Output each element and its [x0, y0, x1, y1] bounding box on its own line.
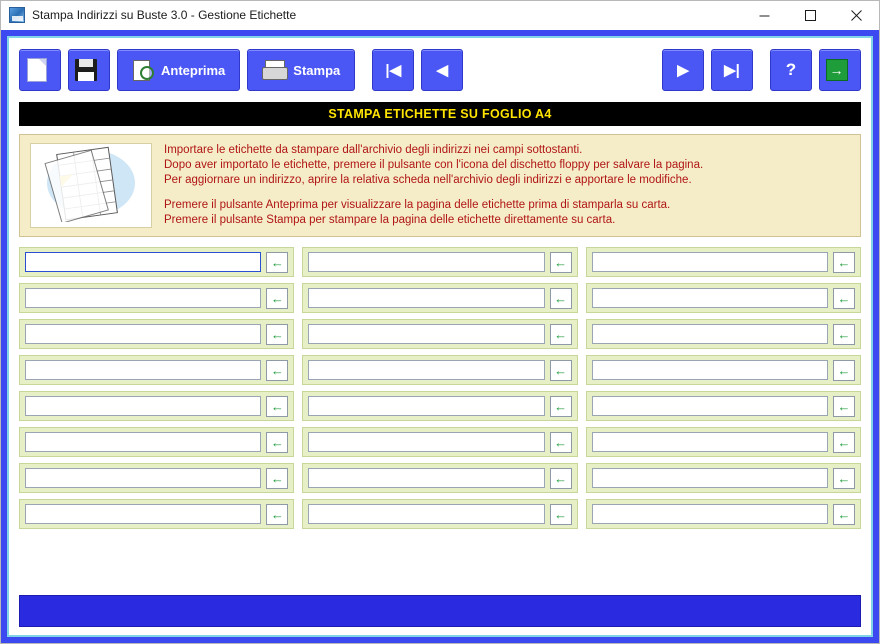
print-button-label: Stampa	[293, 62, 341, 78]
import-arrow-icon[interactable]: ←	[550, 396, 572, 417]
label-input[interactable]	[308, 504, 544, 524]
next-record-button[interactable]	[662, 49, 704, 91]
import-arrow-icon[interactable]: ←	[833, 288, 855, 309]
info-text	[152, 143, 850, 228]
window-controls	[741, 1, 879, 30]
toolbar	[19, 46, 861, 94]
import-arrow-icon[interactable]: ←	[266, 396, 288, 417]
import-arrow-icon[interactable]: ←	[266, 288, 288, 309]
first-record-button[interactable]	[372, 49, 414, 91]
label-input[interactable]	[592, 468, 828, 488]
label-input[interactable]	[308, 468, 544, 488]
label-input[interactable]	[25, 432, 261, 452]
label-input[interactable]	[25, 360, 261, 380]
import-arrow-icon[interactable]: ←	[266, 504, 288, 525]
preview-icon	[132, 59, 154, 81]
floppy-disk-icon	[75, 59, 97, 81]
info-line-2: Dopo aver importato le etichette, premere il pulsante con l'icona del dischetto floppy per salvare la pagina.	[164, 159, 704, 171]
import-arrow-icon[interactable]: ←	[266, 252, 288, 273]
label-cell[interactable]	[302, 391, 577, 421]
label-input[interactable]	[592, 396, 828, 416]
app-content-panel	[7, 36, 873, 637]
labels-row	[19, 427, 861, 457]
label-input[interactable]	[592, 504, 828, 524]
question-mark-icon: ?	[785, 60, 797, 79]
import-arrow-icon[interactable]: ←	[833, 324, 855, 345]
label-cell[interactable]	[19, 319, 294, 349]
info-line-3: Per aggiornare un indirizzo, aprire la relativa scheda nell'archivio degli indirizzi e apportare le modifiche.	[164, 174, 692, 186]
maximize-button[interactable]	[787, 1, 833, 30]
last-record-button[interactable]	[711, 49, 753, 91]
label-cell[interactable]	[586, 283, 861, 313]
page-title: STAMPA ETICHETTE SU FOGLIO A4	[19, 102, 861, 126]
label-input[interactable]	[592, 252, 828, 272]
label-cell[interactable]	[19, 355, 294, 385]
label-cell[interactable]	[586, 355, 861, 385]
next-record-icon: ▶	[677, 61, 689, 79]
label-input[interactable]	[308, 360, 544, 380]
label-cell[interactable]	[302, 247, 577, 277]
label-cell[interactable]	[302, 319, 577, 349]
print-button[interactable]	[247, 49, 355, 91]
label-cell[interactable]	[19, 463, 294, 493]
exit-door-icon	[826, 59, 848, 81]
label-input[interactable]	[308, 324, 544, 344]
label-input[interactable]	[25, 288, 261, 308]
import-arrow-icon[interactable]: ←	[266, 468, 288, 489]
label-cell[interactable]	[19, 427, 294, 457]
import-arrow-icon[interactable]: ←	[833, 252, 855, 273]
label-input[interactable]	[25, 396, 261, 416]
label-input[interactable]	[592, 360, 828, 380]
labels-row	[19, 283, 861, 313]
label-input[interactable]	[308, 396, 544, 416]
label-cell[interactable]	[302, 463, 577, 493]
labels-row	[19, 319, 861, 349]
labels-row	[19, 499, 861, 529]
label-cell[interactable]	[302, 499, 577, 529]
label-cell[interactable]	[586, 427, 861, 457]
label-cell[interactable]	[586, 463, 861, 493]
labels-row	[19, 463, 861, 493]
labels-grid	[19, 247, 861, 591]
labels-row	[19, 391, 861, 421]
label-cell[interactable]	[302, 283, 577, 313]
label-cell[interactable]	[19, 247, 294, 277]
label-input[interactable]	[25, 324, 261, 344]
import-arrow-icon[interactable]: ←	[550, 252, 572, 273]
label-cell[interactable]	[302, 427, 577, 457]
import-arrow-icon[interactable]: ←	[833, 504, 855, 525]
label-input[interactable]	[308, 252, 544, 272]
label-cell[interactable]	[586, 499, 861, 529]
preview-button[interactable]	[117, 49, 240, 91]
import-arrow-icon[interactable]: ←	[833, 360, 855, 381]
label-input[interactable]	[308, 432, 544, 452]
info-line-5: Premere il pulsante Stampa per stampare la pagina delle etichette direttamente su carta.	[164, 214, 616, 226]
app-icon	[9, 7, 25, 23]
label-input[interactable]	[592, 432, 828, 452]
labels-row	[19, 247, 861, 277]
label-input[interactable]	[25, 504, 261, 524]
label-cell[interactable]	[19, 391, 294, 421]
preview-button-label: Anteprima	[161, 62, 226, 78]
import-arrow-icon[interactable]: ←	[266, 360, 288, 381]
import-arrow-icon[interactable]: ←	[550, 504, 572, 525]
last-record-icon: ▶|	[724, 61, 740, 79]
label-input[interactable]	[592, 288, 828, 308]
label-cell[interactable]	[586, 319, 861, 349]
label-cell[interactable]	[19, 499, 294, 529]
status-bar	[19, 595, 861, 627]
save-button[interactable]	[68, 49, 110, 91]
window-title: Stampa Indirizzi su Buste 3.0 - Gestione Etichette	[32, 8, 297, 22]
label-cell[interactable]	[302, 355, 577, 385]
import-arrow-icon[interactable]: ←	[833, 432, 855, 453]
import-arrow-icon[interactable]: ←	[550, 468, 572, 489]
import-arrow-icon[interactable]: ←	[550, 324, 572, 345]
info-line-4: Premere il pulsante Anteprima per visualizzare la pagina delle etichette prima di stamparla su carta.	[164, 199, 671, 211]
info-line-1: Importare le etichette da stampare dall'archivio degli indirizzi nei campi sottostanti.	[164, 144, 583, 156]
import-arrow-icon[interactable]: ←	[550, 432, 572, 453]
labels-row	[19, 355, 861, 385]
minimize-button[interactable]	[741, 1, 787, 30]
label-input[interactable]	[25, 252, 261, 272]
import-arrow-icon[interactable]: ←	[833, 468, 855, 489]
label-input[interactable]	[25, 468, 261, 488]
label-input[interactable]	[308, 288, 544, 308]
info-panel	[19, 134, 861, 237]
previous-record-button[interactable]	[421, 49, 463, 91]
labels-sheet-svg	[31, 144, 151, 222]
label-input[interactable]	[592, 324, 828, 344]
import-arrow-icon[interactable]: ←	[550, 360, 572, 381]
labels-sheet-illustration	[30, 143, 152, 228]
label-cell[interactable]	[586, 391, 861, 421]
import-arrow-icon[interactable]: ←	[266, 324, 288, 345]
label-cell[interactable]	[19, 283, 294, 313]
first-record-icon: |◀	[385, 61, 402, 79]
previous-record-icon: ◀	[436, 61, 449, 79]
import-arrow-icon[interactable]: ←	[833, 396, 855, 417]
title-bar	[1, 1, 879, 30]
document-icon	[27, 58, 47, 82]
new-button[interactable]	[19, 49, 61, 91]
import-arrow-icon[interactable]: ←	[550, 288, 572, 309]
exit-button[interactable]	[819, 49, 861, 91]
close-button[interactable]	[833, 1, 879, 30]
import-arrow-icon[interactable]: ←	[266, 432, 288, 453]
label-cell[interactable]	[586, 247, 861, 277]
help-button[interactable]	[770, 49, 812, 91]
printer-icon	[262, 60, 286, 80]
app-background	[1, 30, 879, 643]
